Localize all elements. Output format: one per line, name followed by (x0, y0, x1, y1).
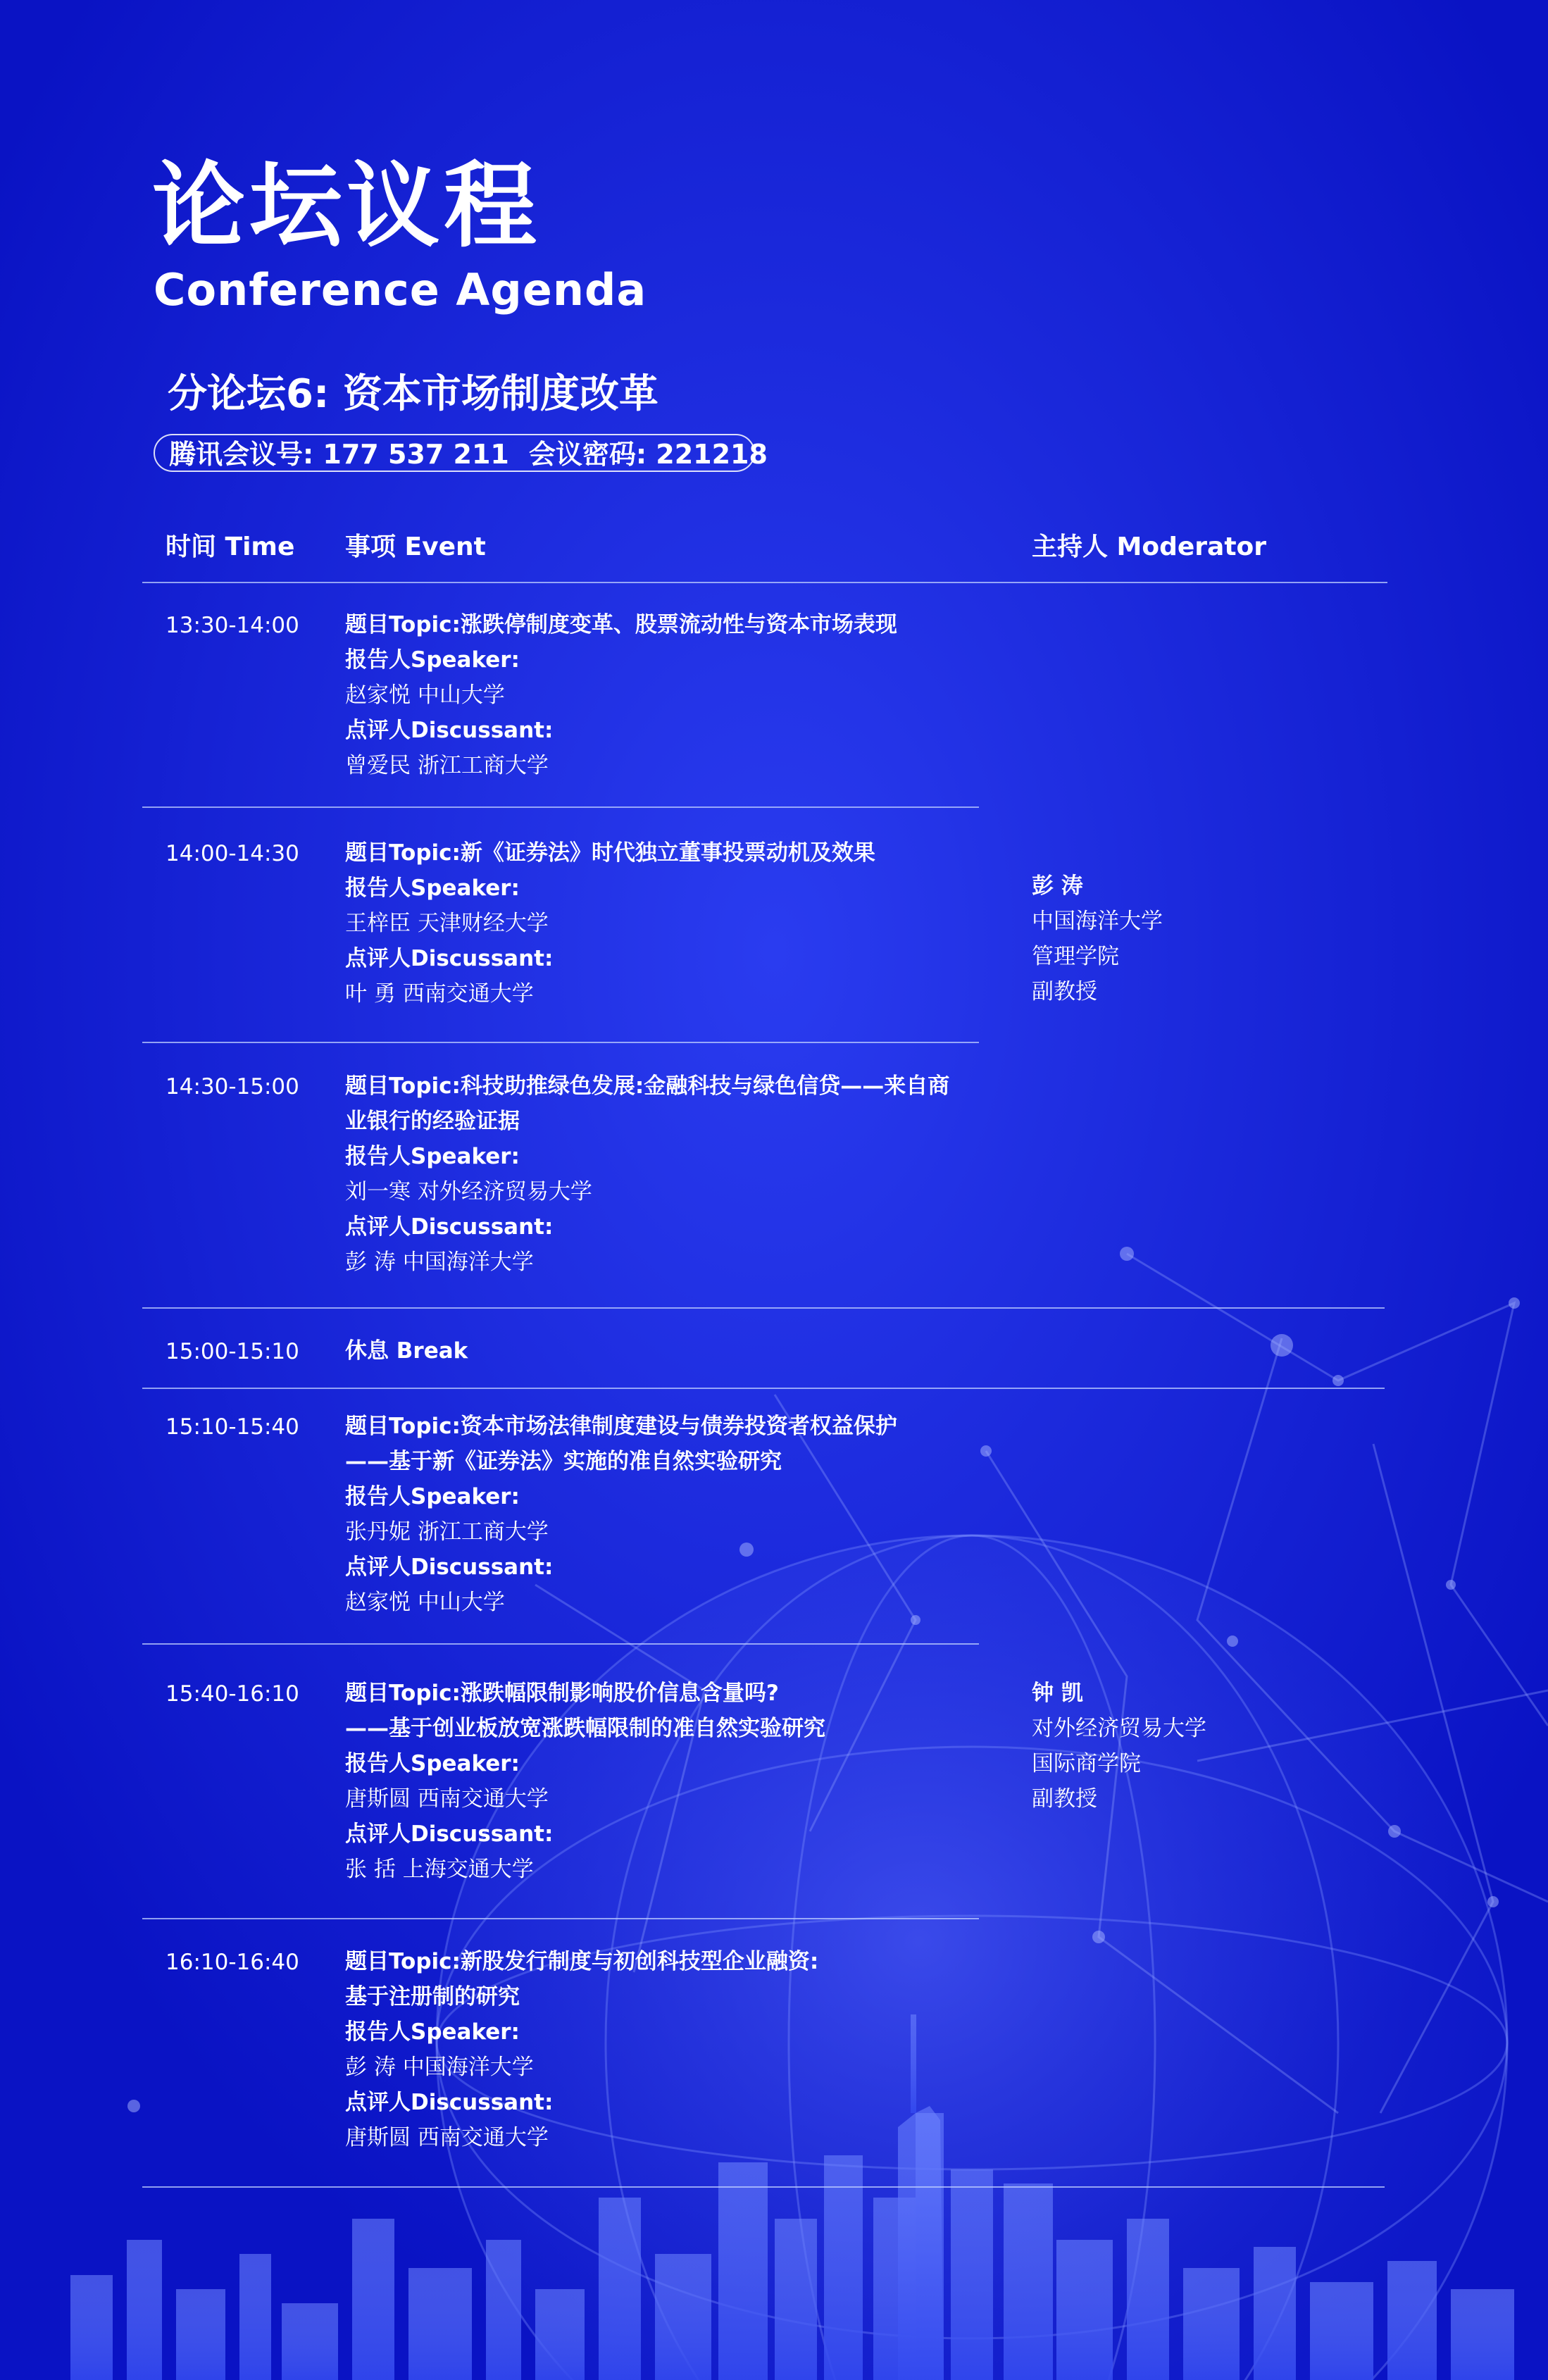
row-divider (142, 1307, 1385, 1309)
discussant-label: 点评人Discussant: (345, 2090, 554, 2115)
session-topic: 业银行的经验证据 (345, 1109, 520, 1134)
speaker-name: 彭 涛 中国海洋大学 (345, 2055, 534, 2080)
speaker-name: 张丹妮 浙江工商大学 (345, 1519, 549, 1545)
speaker-label: 报告人Speaker: (345, 1144, 520, 1169)
break-label: 休息 Break (345, 1338, 468, 1364)
moderator-position: 副教授 (1032, 1786, 1097, 1812)
speaker-name: 赵家悦 中山大学 (345, 683, 505, 708)
speaker-label: 报告人Speaker: (345, 2019, 520, 2045)
moderator-department: 国际商学院 (1032, 1751, 1141, 1776)
speaker-label: 报告人Speaker: (345, 876, 520, 901)
discussant-label: 点评人Discussant: (345, 1821, 554, 1847)
page-title: 论坛议程 (152, 152, 541, 261)
discussant-name: 彭 涛 中国海洋大学 (345, 1250, 534, 1275)
session-topic: 基于注册制的研究 (345, 1984, 520, 2010)
column-header-moderator: 主持人 Moderator (1032, 532, 1267, 561)
discussant-label: 点评人Discussant: (345, 718, 554, 743)
speaker-name: 王梓臣 天津财经大学 (345, 911, 549, 936)
row-divider (142, 1388, 1385, 1389)
session-time: 15:00-15:10 (166, 1339, 299, 1364)
session-topic: 题目Topic:涨跌停制度变革、股票流动性与资本市场表现 (345, 612, 897, 637)
moderator-block (1032, 868, 1163, 1009)
session-time: 13:30-14:00 (166, 613, 299, 638)
discussant-label: 点评人Discussant: (345, 1555, 554, 1580)
session-time: 14:30-15:00 (166, 1074, 299, 1099)
session-time: 16:10-16:40 (166, 1950, 299, 1975)
moderator-position: 副教授 (1032, 979, 1097, 1004)
discussant-name: 唐斯圆 西南交通大学 (345, 2125, 549, 2150)
discussant-name: 曾爱民 浙江工商大学 (345, 753, 549, 778)
session-time: 15:10-15:40 (166, 1414, 299, 1440)
session-topic: ——基于新《证券法》实施的准自然实验研究 (345, 1449, 782, 1474)
moderator-department: 管理学院 (1032, 944, 1119, 969)
moderator-affiliation: 中国海洋大学 (1032, 909, 1163, 934)
meeting-info-badge (154, 434, 768, 472)
session-topic: 题目Topic:资本市场法律制度建设与债券投资者权益保护 (345, 1414, 897, 1439)
session-topic: 题目Topic:科技助推绿色发展:金融科技与绿色信贷——来自商 (345, 1073, 950, 1099)
row-divider (142, 1918, 979, 1919)
session-event (345, 607, 979, 783)
session-topic: ——基于创业板放宽涨跌幅限制的准自然实验研究 (345, 1716, 825, 1741)
speaker-label: 报告人Speaker: (345, 647, 520, 673)
session-time: 14:00-14:30 (166, 841, 299, 866)
row-divider (142, 1042, 979, 1043)
moderator-name: 彭 涛 (1032, 873, 1083, 899)
discussant-name: 张 括 上海交通大学 (345, 1857, 534, 1882)
speaker-label: 报告人Speaker: (345, 1751, 520, 1776)
session-event (345, 835, 979, 1011)
session-topic: 题目Topic:新《证券法》时代独立董事投票动机及效果 (345, 840, 875, 866)
meeting-password: 会议密码: 221218 (528, 439, 768, 470)
session-time: 15:40-16:10 (166, 1681, 299, 1707)
row-divider (142, 1643, 979, 1645)
session-event (345, 1676, 979, 1887)
column-header-event: 事项 Event (345, 532, 486, 561)
session-event (345, 1409, 979, 1620)
speaker-label: 报告人Speaker: (345, 1484, 520, 1509)
session-event (345, 1944, 979, 2155)
moderator-name: 钟 凯 (1032, 1681, 1083, 1706)
discussant-name: 赵家悦 中山大学 (345, 1590, 505, 1615)
meeting-id: 腾讯会议号: 177 537 211 (169, 439, 509, 470)
speaker-name: 刘一寒 对外经济贸易大学 (345, 1179, 592, 1204)
session-event (345, 1333, 979, 1369)
session-topic: 题目Topic:新股发行制度与初创科技型企业融资: (345, 1949, 819, 1974)
discussant-label: 点评人Discussant: (345, 946, 554, 971)
session-event (345, 1068, 979, 1280)
row-divider (142, 2186, 1385, 2188)
column-header-time: 时间 Time (166, 532, 295, 561)
page-subtitle: Conference Agenda (154, 264, 647, 316)
row-divider (142, 806, 979, 808)
forum-title: 分论坛6: 资本市场制度改革 (168, 371, 658, 417)
speaker-name: 唐斯圆 西南交通大学 (345, 1786, 549, 1812)
session-topic: 题目Topic:涨跌幅限制影响股价信息含量吗? (345, 1681, 779, 1706)
discussant-label: 点评人Discussant: (345, 1214, 554, 1240)
moderator-block (1032, 1676, 1206, 1817)
moderator-affiliation: 对外经济贸易大学 (1032, 1716, 1206, 1741)
header-divider (142, 582, 1387, 583)
discussant-name: 叶 勇 西南交通大学 (345, 981, 534, 1007)
